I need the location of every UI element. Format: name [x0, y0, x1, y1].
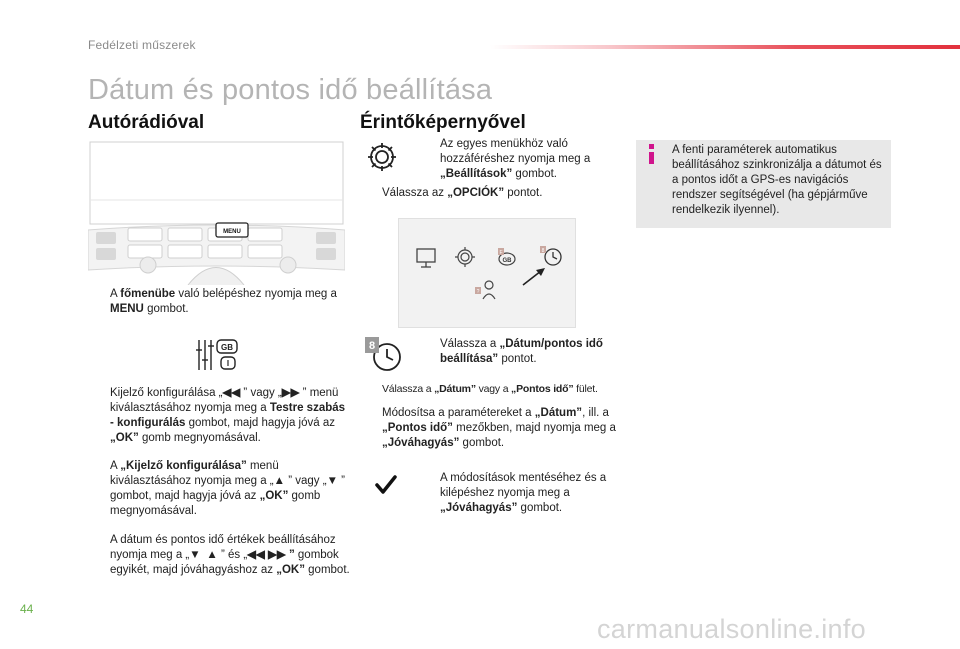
touchscreen-options-screen: [398, 218, 576, 328]
settings-gear-icon: [365, 140, 399, 174]
pointer-arrow-icon: [523, 268, 545, 285]
left-step-3: A „Kijelző konfigurálása” menü kiválasztásához nyomja meg a „▲ ” vagy „▼ ” gombot, majd hagyja jóvá az „OK” gomb megnyomásával.: [110, 460, 345, 517]
page-title: Dátum és pontos idő beállítása: [88, 74, 493, 106]
heading-touchscreen: Érintőképernyővel: [360, 112, 526, 133]
left-step-1: A főmenübe való belépéshez nyomja meg a MENU gombot.: [110, 288, 337, 315]
heading-radio: Autórádióval: [88, 112, 205, 133]
gear-icon: [455, 247, 475, 267]
checkmark-icon: [374, 474, 398, 496]
section-header: Fedélzeti műszerek: [88, 38, 196, 52]
svg-text:GB: GB: [221, 343, 233, 352]
watermark: carmanualsonline.info: [597, 614, 866, 644]
middle-step-2: Válassza az „OPCIÓK” pontot.: [382, 187, 543, 199]
help-user-icon: [483, 281, 495, 299]
middle-step-3: Válassza a „Dátum/pontos idő beállítása” pontot.: [440, 338, 603, 365]
clock-icon: [545, 249, 561, 265]
display-icon: [417, 249, 435, 267]
middle-step-4: Válassza a „Dátum” vagy a „Pontos idő” fület.: [382, 383, 598, 395]
date-time-clock-icon: [363, 335, 405, 375]
svg-text:8: 8: [368, 340, 376, 352]
display-config-icon: [196, 338, 240, 372]
info-text: A fenti paraméterek automatikus beállításához szinkronizálja a dátumot és a pontos időt a GPS-es navigációs rendszer segítségével (ha gépjárműve rendelkezik ilyennel).: [672, 144, 882, 216]
middle-step-1: Az egyes menükhöz való hozzáféréshez nyomja meg a „Beállítások” gombot.: [440, 138, 591, 180]
header-accent-line: [490, 45, 960, 49]
page-number: 44: [20, 602, 34, 616]
svg-text:8: 8: [541, 248, 545, 254]
middle-step-6: A módosítások mentéséhez és a kilépéshez nyomja meg a „Jóváhagyás” gombot.: [440, 472, 607, 514]
svg-text:?: ?: [476, 289, 480, 295]
info-icon: [649, 152, 654, 164]
left-step-4: A dátum és pontos idő értékek beállításához nyomja meg a „▼ ▲ ” és „◀◀ ▶▶ ” gombok egyikét, majd jóváhagyáshoz az „OK” gombot.: [110, 534, 350, 576]
svg-text:I: I: [226, 359, 230, 368]
left-step-2: Kijelző konfigurálása „◀◀ ” vagy „▶▶ ” menü kiválasztásához nyomja meg a Testre szabás - konfigurálás gombot, majd hagyja jóvá az „OK” gomb megnyomásával.: [110, 387, 346, 444]
info-icon-dot: [649, 144, 654, 149]
menu-key-label: MENU: [223, 229, 241, 235]
radio-panel-illustration: [88, 140, 345, 285]
svg-text:GB: GB: [502, 258, 512, 264]
middle-step-5: Módosítsa a paramétereket a „Dátum”, ill. a „Pontos idő” mezőkben, majd nyomja meg a „Jóváhagyás” gombot.: [382, 407, 616, 449]
svg-text:F: F: [499, 250, 503, 256]
